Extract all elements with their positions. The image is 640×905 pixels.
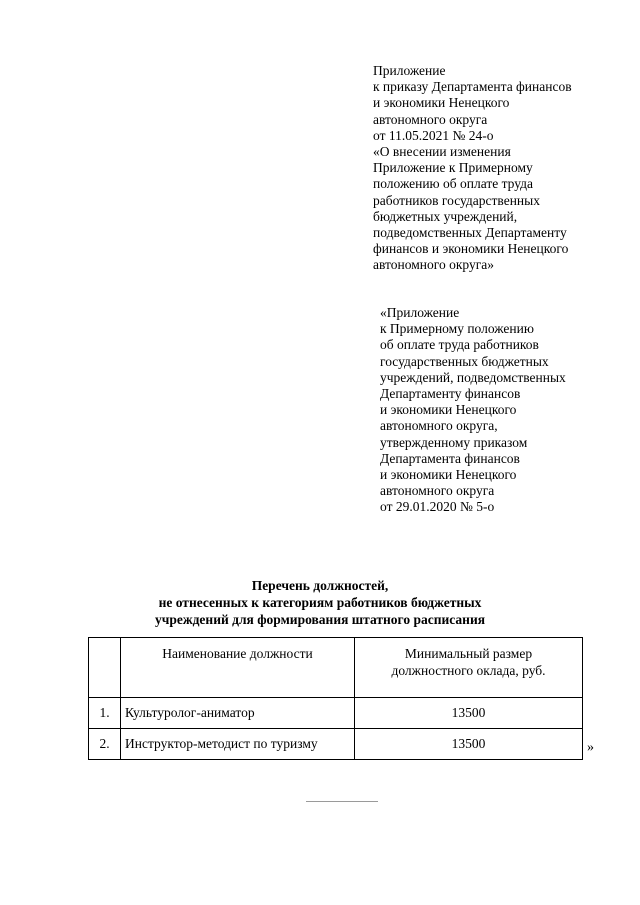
appendix-line: бюджетных учреждений, (373, 208, 518, 224)
appendix-reference (373, 63, 572, 274)
header-min-salary (355, 638, 583, 698)
table-row (89, 698, 583, 729)
row-position-name: Инструктор-методист по туризму (121, 729, 355, 760)
closing-quote: » (587, 740, 594, 755)
title-line: не отнесенных к категориям работников бюджетных (158, 595, 482, 610)
appendix-line: автономного округа» (373, 257, 494, 273)
title-line: Перечень должностей, (251, 578, 389, 593)
appendix-line: финансов и экономики Ненецкого (373, 241, 569, 257)
table-row (89, 729, 583, 760)
approval-line: государственных бюджетных (380, 353, 549, 369)
approval-line: об оплате труда работников (380, 337, 539, 353)
approval-line: от 29.01.2020 № 5-о (380, 499, 495, 515)
appendix-line: работников государственных (373, 192, 540, 208)
approval-line: к Примерному положению (380, 321, 534, 337)
appendix-line: «О внесении изменения (373, 144, 511, 160)
appendix-line: подведомственных Департаменту (373, 225, 567, 241)
approval-line: Департамента финансов (380, 450, 520, 466)
separator-line (306, 801, 378, 802)
document-title (0, 577, 640, 628)
appendix-line: от 11.05.2021 № 24-о (373, 127, 494, 143)
appendix-line: положению об оплате труда (373, 176, 534, 192)
header-position-name: Наименование должности (121, 638, 355, 698)
approval-line: Департаменту финансов (380, 386, 521, 402)
appendix-line: автономного округа (373, 111, 488, 127)
row-number: 2. (89, 729, 121, 760)
approval-line: автономного округа, (380, 418, 498, 434)
header-number (89, 638, 121, 698)
appendix-line: Приложение к Примерному (373, 160, 533, 176)
row-number: 1. (89, 698, 121, 729)
appendix-line: и экономики Ненецкого (373, 95, 510, 111)
row-position-name: Культуролог-аниматор (121, 698, 355, 729)
table-header-row (89, 638, 583, 698)
positions-table (88, 637, 583, 760)
approval-line: «Приложение (380, 305, 460, 320)
approval-line: учреждений, подведомственных (380, 369, 566, 385)
row-min-salary: 13500 (355, 698, 583, 729)
approval-line: автономного округа (380, 483, 495, 499)
header-salary-line: Минимальный размер (404, 646, 533, 661)
approval-line: утвержденному приказом (380, 434, 528, 450)
approval-line: и экономики Ненецкого (380, 467, 517, 483)
appendix-line: Приложение (373, 63, 446, 78)
header-salary-line: должностного оклада, руб. (391, 663, 546, 678)
title-line: учреждений для формирования штатного расписания (154, 612, 486, 627)
approval-line: и экономики Ненецкого (380, 402, 517, 418)
appendix-line: к приказу Департамента финансов (373, 79, 572, 95)
row-min-salary: 13500 (355, 729, 583, 760)
approval-reference (380, 305, 566, 516)
